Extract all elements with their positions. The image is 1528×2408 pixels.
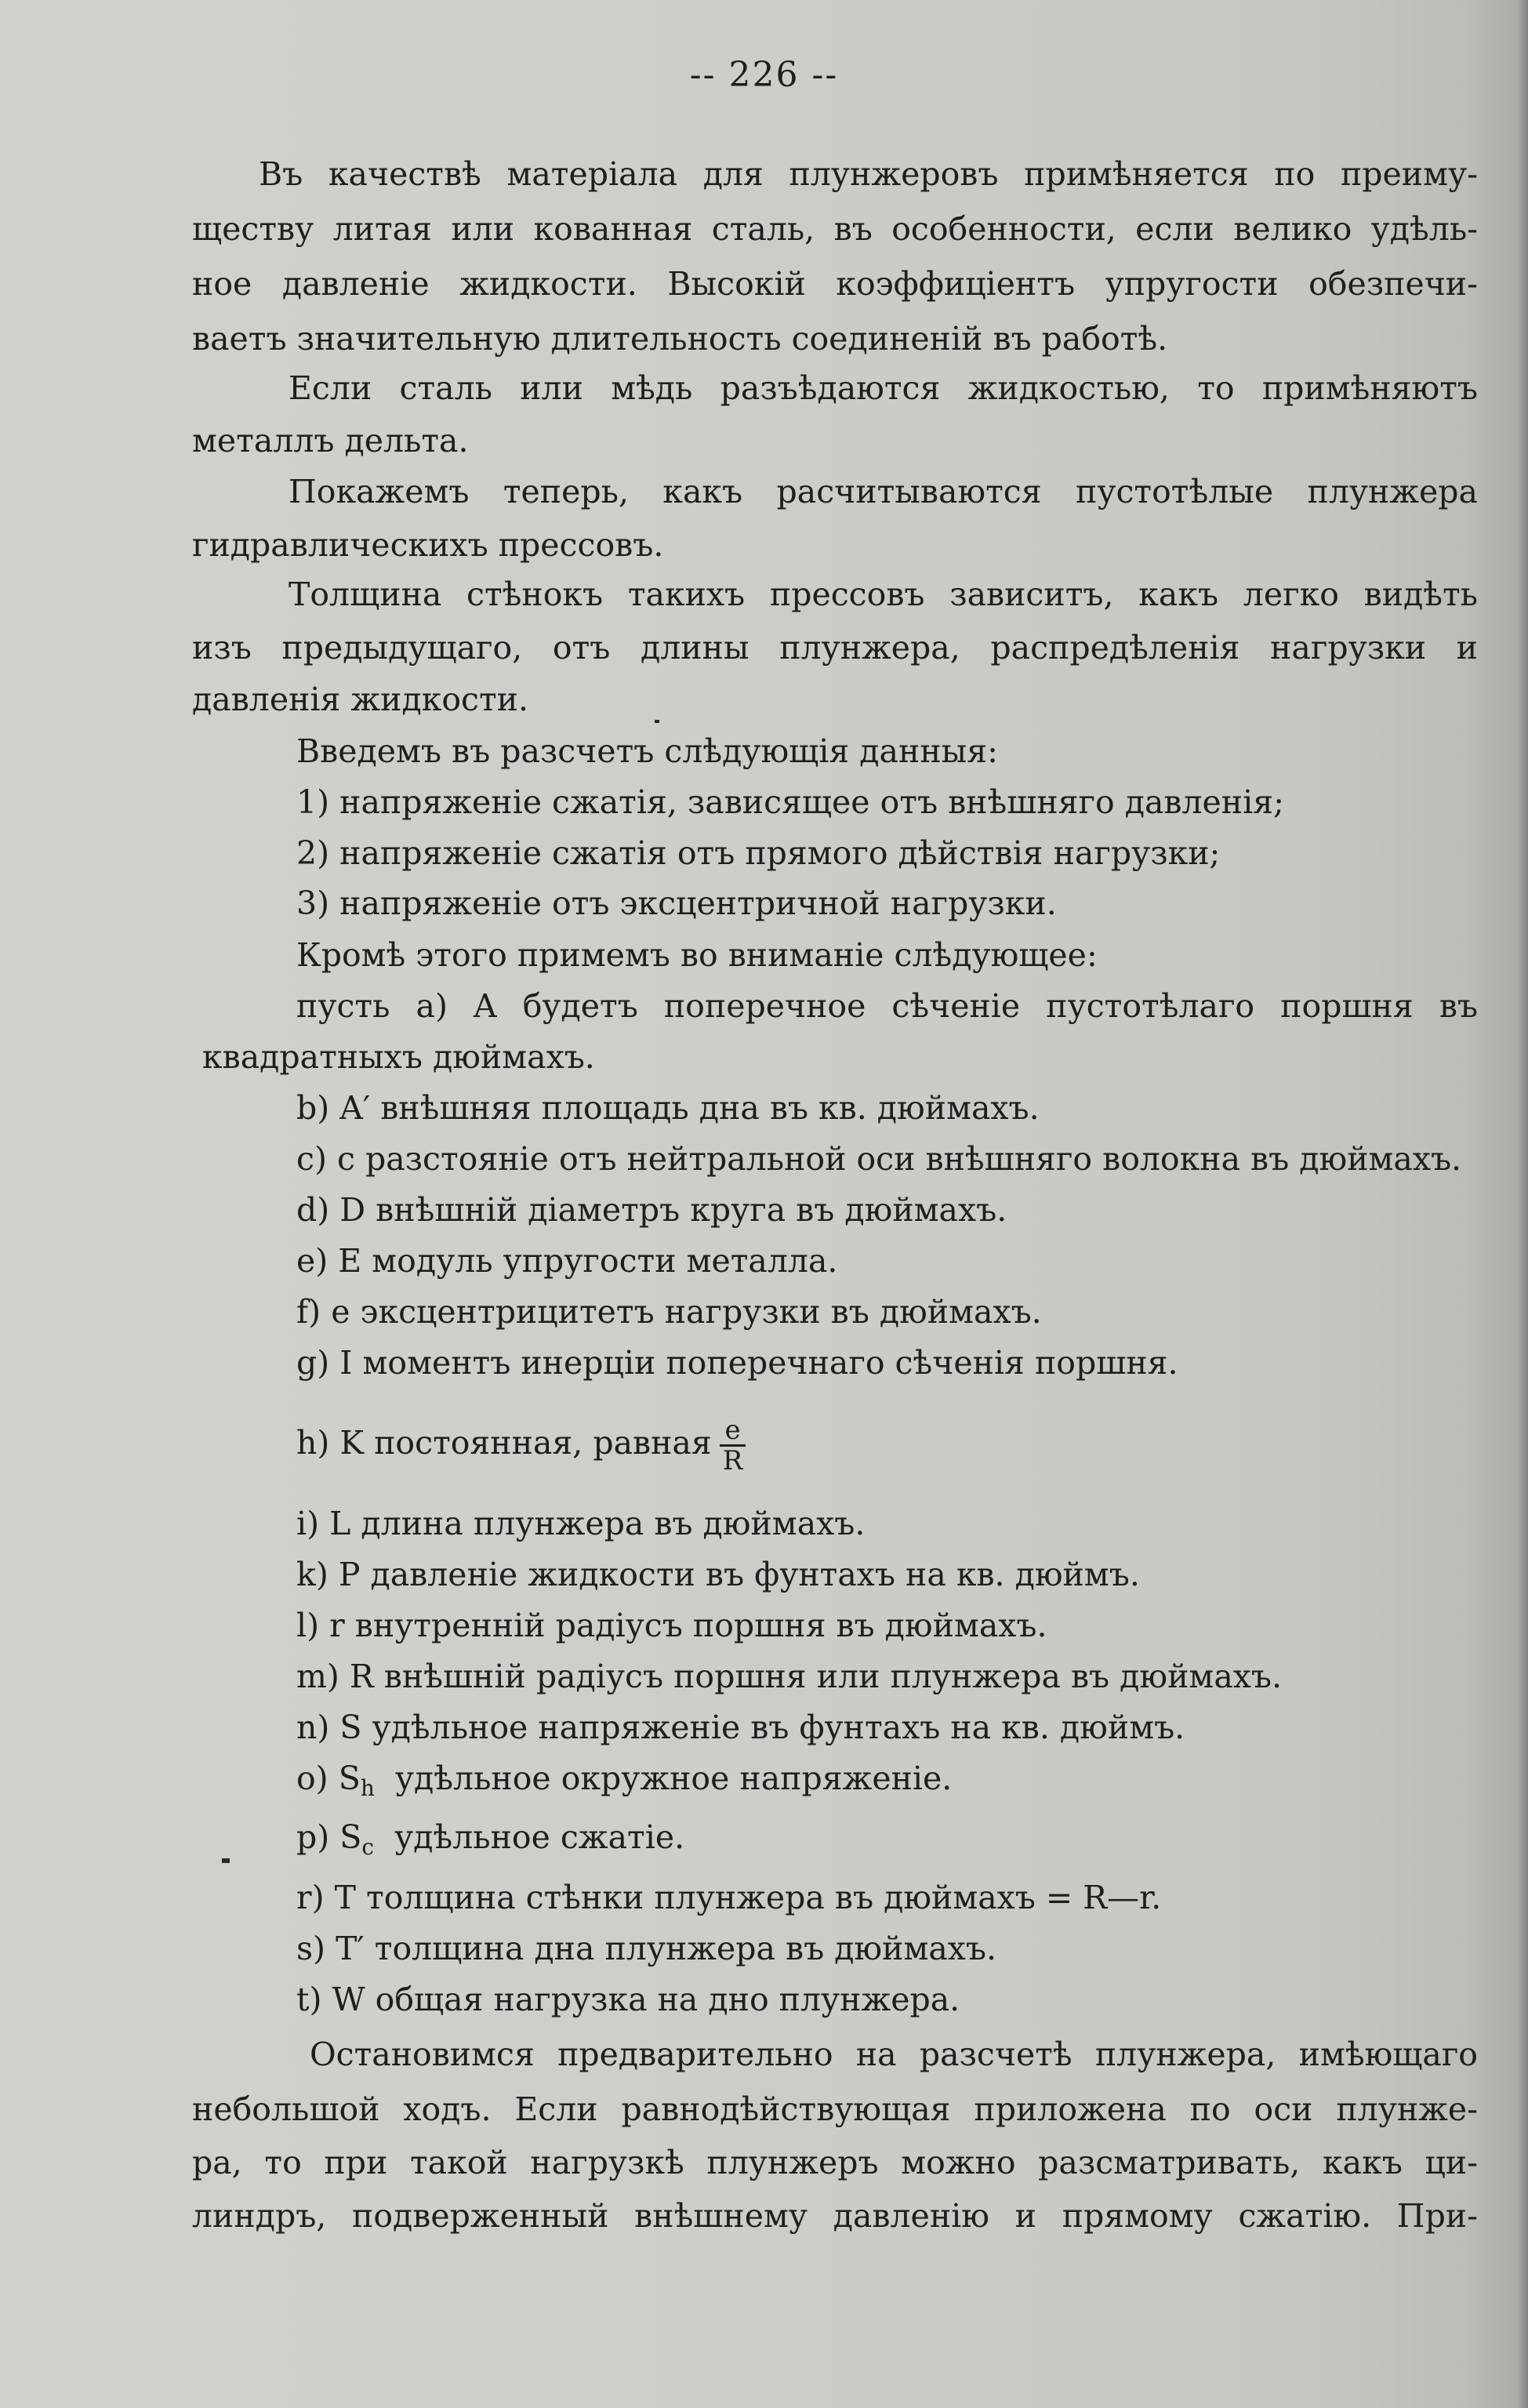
fraction-denominator: R	[722, 1445, 743, 1476]
list-item-text: h) K постоянная, равная	[296, 1424, 712, 1462]
subscript: h	[360, 1775, 375, 1801]
text-line: Кромѣ этого примемъ во вниманіе слѣдующее:	[296, 936, 1098, 974]
list-item: m) R внѣшній радіусъ поршня или плунжера въ дюймахъ.	[296, 1658, 1283, 1695]
list-item: e) E модуль упругости металла.	[296, 1242, 838, 1280]
text-line: ваетъ значительную длительность соединеній въ работѣ.	[192, 320, 1168, 358]
text-line: Если сталь или мѣдь разъѣдаются жидкостью, то примѣняютъ	[289, 369, 1478, 407]
list-item: r) T толщина стѣнки плунжера въ дюймахъ = R—r.	[296, 1879, 1162, 1916]
list-item: s) T′ толщина дна плунжера въ дюймахъ.	[296, 1930, 997, 1967]
list-item: 1) напряженіе сжатія, зависящее отъ внѣшняго давленія;	[296, 783, 1284, 821]
list-item: b) A′ внѣшняя площадь дна въ кв. дюймахъ.	[296, 1089, 1040, 1127]
list-item-prefix: p) S	[296, 1818, 362, 1856]
text-line: гидравлическихъ прессовъ.	[192, 526, 664, 564]
list-item	[296, 1755, 952, 1812]
text-line: линдръ, подверженный внѣшнему давленію и прямому сжатію. При-	[192, 2197, 1478, 2235]
list-item: f) e эксцентрицитетъ нагрузки въ дюймахъ.	[296, 1293, 1042, 1331]
text-line: Покажемъ теперь, какъ расчитываются пустотѣлые плунжера	[289, 473, 1478, 510]
list-item	[296, 1814, 684, 1871]
list-item-text: удѣльное окружное напряженіе.	[394, 1760, 953, 1797]
list-item: k) P давленіе жидкости въ фунтахъ на кв. дюймъ.	[296, 1556, 1140, 1593]
list-item: c) c разстояніе отъ нейтральной оси внѣшняго волокна въ дюймахъ.	[296, 1140, 1462, 1178]
list-item: t) W общая нагрузка на дно плунжера.	[296, 1981, 960, 2018]
text-line: ное давленіе жидкости. Высокій коэффиціентъ упругости обезпечи-	[192, 265, 1478, 303]
text-line: изъ предыдущаго, отъ длины плунжера, распредѣленія нагрузки и	[192, 629, 1478, 666]
list-item: d) D внѣшній діаметръ круга въ дюймахъ.	[296, 1191, 1007, 1229]
fraction	[720, 1416, 746, 1475]
text-line: квадратныхъ дюймахъ.	[202, 1038, 595, 1076]
text-line: ществу литая или кованная сталь, въ особенности, если велико удѣль-	[192, 210, 1478, 248]
list-item	[296, 1416, 746, 1475]
text-line: Введемъ въ разсчетъ слѣдующія данныя:	[296, 732, 998, 770]
fraction-numerator: e	[720, 1416, 746, 1447]
print-speck	[655, 720, 659, 723]
text-line: давленія жидкости.	[192, 681, 529, 718]
list-item: g) I моментъ инерціи поперечнаго сѣченія поршня.	[296, 1344, 1178, 1382]
subscript: c	[361, 1834, 375, 1860]
text-line: ра, то при такой нагрузкѣ плунжеръ можно разсматривать, какъ ци-	[192, 2144, 1478, 2181]
list-item-text: удѣльное сжатіе.	[394, 1818, 685, 1856]
text-line: пусть a) A будетъ поперечное сѣченіе пустотѣлаго поршня въ	[296, 987, 1478, 1025]
list-item: 3) напряженіе отъ эксцентричной нагрузки.	[296, 884, 1057, 922]
list-item: 2) напряженіе сжатія отъ прямого дѣйствія нагрузки;	[296, 834, 1221, 872]
page-edge-shadow	[1517, 0, 1528, 2408]
text-line: небольшой ходъ. Если равнодѣйствующая приложена по оси плунже-	[192, 2090, 1478, 2128]
list-item: i) L длина плунжера въ дюймахъ.	[296, 1505, 866, 1542]
text-line: Въ качествѣ матеріала для плунжеровъ примѣняется по преиму-	[259, 155, 1478, 193]
page-number: -- 226 --	[689, 55, 839, 95]
list-item-prefix: o) S	[296, 1760, 361, 1797]
list-item: n) S удѣльное напряженіе въ фунтахъ на кв. дюймъ.	[296, 1709, 1185, 1746]
text-line: металлъ дельта.	[192, 422, 469, 459]
list-item: l) r внутренній радіусъ поршня въ дюймахъ.	[296, 1607, 1047, 1644]
text-line: Остановимся предварительно на разсчетѣ плунжера, имѣющаго	[310, 2036, 1478, 2073]
print-speck	[222, 1858, 230, 1863]
text-line: Толщина стѣнокъ такихъ прессовъ зависитъ, какъ легко видѣть	[289, 576, 1478, 613]
